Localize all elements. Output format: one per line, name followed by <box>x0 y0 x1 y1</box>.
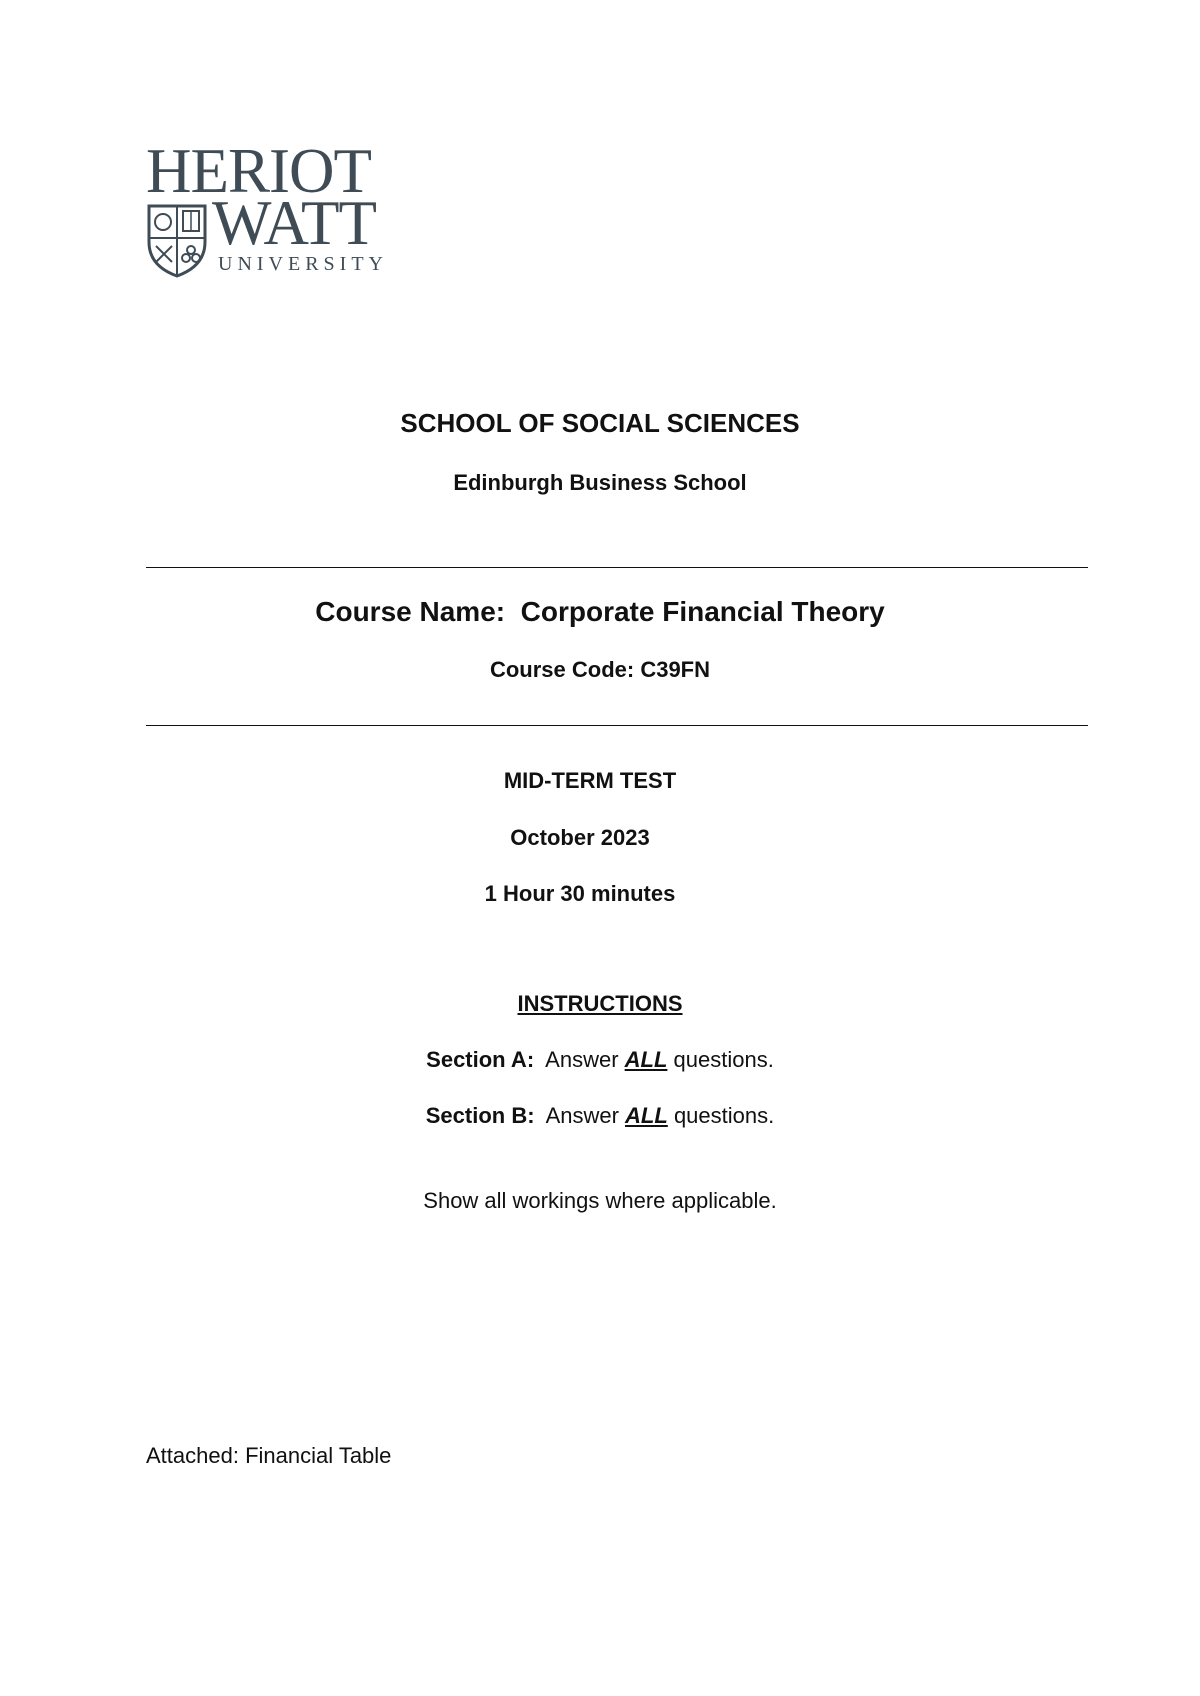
section-a-label: Section A <box>426 1047 527 1072</box>
section-b-colon: : <box>527 1103 535 1128</box>
section-a-emphasis: ALL <box>624 1047 668 1072</box>
university-logo <box>146 136 396 290</box>
section-b-prefix: Answer <box>545 1103 619 1128</box>
department-name: Edinburgh Business School <box>453 470 747 495</box>
logo-line-heriot: HERIOT <box>146 136 371 206</box>
section-b-suffix: questions. <box>673 1103 775 1128</box>
crest-shield-icon <box>146 202 208 278</box>
course-name-line <box>0 596 1200 628</box>
logo-line-university: UNIVERSITY <box>218 253 388 275</box>
section-b-line <box>0 1103 1200 1129</box>
exam-title: MID-TERM TEST <box>503 768 677 793</box>
workings-note: Show all workings where applicable. <box>423 1188 777 1213</box>
course-name-label: Course Name: <box>315 596 506 627</box>
section-a-line <box>0 1047 1200 1073</box>
section-b-label: Section B <box>425 1103 528 1128</box>
section-a-suffix: questions. <box>673 1047 774 1072</box>
attached-note: Attached: Financial Table <box>146 1443 392 1468</box>
section-a-colon: : <box>526 1047 535 1072</box>
section-a-prefix: Answer <box>545 1047 619 1072</box>
section-b-emphasis: ALL <box>625 1103 668 1128</box>
logo-line-watt: WATT <box>212 188 376 258</box>
instructions-heading: INSTRUCTIONS <box>517 991 683 1016</box>
exam-date: October 2023 <box>510 825 650 850</box>
course-code: Course Code: C39FN <box>489 657 711 682</box>
course-name-value: Corporate Financial Theory <box>520 596 885 627</box>
school-title: SCHOOL OF SOCIAL SCIENCES <box>400 408 800 438</box>
divider-top <box>146 567 1088 568</box>
divider-bottom <box>146 725 1088 726</box>
exam-duration: 1 Hour 30 minutes <box>484 881 676 906</box>
